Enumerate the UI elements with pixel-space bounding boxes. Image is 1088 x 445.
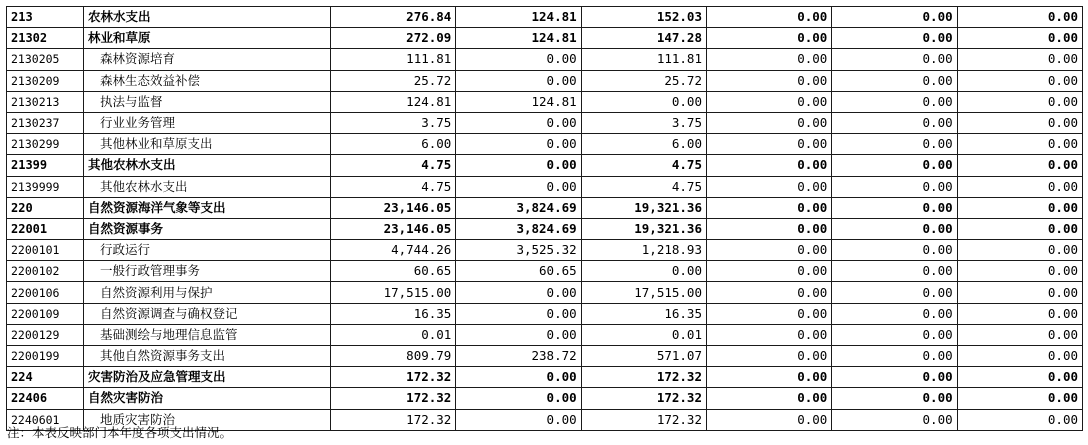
table-row xyxy=(7,70,1083,91)
amount-cell: 571.07 xyxy=(581,346,706,367)
amount-cell: 0.00 xyxy=(832,240,957,261)
subject-name-cell: 自然资源海洋气象等支出 xyxy=(84,197,331,218)
amount-cell: 0.00 xyxy=(706,218,831,239)
amount-cell: 3.75 xyxy=(331,112,456,133)
subject-name-cell: 地质灾害防治 xyxy=(84,409,331,430)
amount-cell: 17,515.00 xyxy=(331,282,456,303)
table-row xyxy=(7,91,1083,112)
subject-name-cell: 自然资源调查与确权登记 xyxy=(84,303,331,324)
amount-cell: 0.00 xyxy=(832,303,957,324)
amount-cell: 0.00 xyxy=(456,176,581,197)
amount-cell: 172.32 xyxy=(331,367,456,388)
amount-cell: 0.00 xyxy=(957,240,1082,261)
subject-name-cell: 基础测绘与地理信息监管 xyxy=(84,324,331,345)
amount-cell: 0.00 xyxy=(706,134,831,155)
subject-name-cell: 一般行政管理事务 xyxy=(84,261,331,282)
subject-code-cell: 22406 xyxy=(7,388,84,409)
amount-cell: 0.00 xyxy=(832,388,957,409)
amount-cell: 0.00 xyxy=(957,367,1082,388)
amount-cell: 0.00 xyxy=(832,112,957,133)
amount-cell: 0.00 xyxy=(832,91,957,112)
amount-cell: 0.00 xyxy=(456,388,581,409)
table-row xyxy=(7,261,1083,282)
table-body xyxy=(7,7,1083,431)
subject-name-cell: 自然灾害防治 xyxy=(84,388,331,409)
amount-cell: 0.00 xyxy=(832,134,957,155)
amount-cell: 0.00 xyxy=(706,367,831,388)
amount-cell: 0.00 xyxy=(706,324,831,345)
amount-cell: 0.00 xyxy=(832,409,957,430)
amount-cell: 0.00 xyxy=(957,388,1082,409)
table-row xyxy=(7,28,1083,49)
subject-code-cell: 2200102 xyxy=(7,261,84,282)
amount-cell: 0.00 xyxy=(832,346,957,367)
amount-cell: 16.35 xyxy=(581,303,706,324)
amount-cell: 238.72 xyxy=(456,346,581,367)
budget-table xyxy=(6,6,1083,431)
amount-cell: 0.00 xyxy=(957,7,1082,28)
amount-cell: 0.00 xyxy=(957,346,1082,367)
amount-cell: 0.00 xyxy=(957,261,1082,282)
amount-cell: 3,525.32 xyxy=(456,240,581,261)
subject-name-cell: 自然资源利用与保护 xyxy=(84,282,331,303)
amount-cell: 0.00 xyxy=(706,7,831,28)
table-row xyxy=(7,324,1083,345)
amount-cell: 0.00 xyxy=(456,49,581,70)
amount-cell: 0.00 xyxy=(957,91,1082,112)
amount-cell: 0.00 xyxy=(456,112,581,133)
subject-name-cell: 执法与监督 xyxy=(84,91,331,112)
amount-cell: 0.00 xyxy=(706,176,831,197)
subject-code-cell: 213 xyxy=(7,7,84,28)
amount-cell: 172.32 xyxy=(331,409,456,430)
amount-cell: 25.72 xyxy=(331,70,456,91)
subject-code-cell: 2130213 xyxy=(7,91,84,112)
amount-cell: 23,146.05 xyxy=(331,197,456,218)
amount-cell: 0.00 xyxy=(832,155,957,176)
amount-cell: 0.00 xyxy=(706,155,831,176)
amount-cell: 172.32 xyxy=(581,388,706,409)
amount-cell: 0.00 xyxy=(832,197,957,218)
amount-cell: 124.81 xyxy=(331,91,456,112)
subject-name-cell: 森林资源培育 xyxy=(84,49,331,70)
amount-cell: 4.75 xyxy=(331,176,456,197)
subject-code-cell: 2200129 xyxy=(7,324,84,345)
amount-cell: 0.00 xyxy=(706,261,831,282)
amount-cell: 0.00 xyxy=(832,367,957,388)
subject-name-cell: 行政运行 xyxy=(84,240,331,261)
subject-code-cell: 2200109 xyxy=(7,303,84,324)
subject-code-cell: 2130209 xyxy=(7,70,84,91)
subject-name-cell: 林业和草原 xyxy=(84,28,331,49)
amount-cell: 0.00 xyxy=(706,409,831,430)
table-row xyxy=(7,112,1083,133)
amount-cell: 6.00 xyxy=(331,134,456,155)
amount-cell: 0.00 xyxy=(832,261,957,282)
amount-cell: 4.75 xyxy=(331,155,456,176)
amount-cell: 0.00 xyxy=(456,324,581,345)
subject-code-cell: 2139999 xyxy=(7,176,84,197)
amount-cell: 0.00 xyxy=(581,261,706,282)
amount-cell: 0.00 xyxy=(456,367,581,388)
amount-cell: 147.28 xyxy=(581,28,706,49)
amount-cell: 0.00 xyxy=(456,409,581,430)
table-row xyxy=(7,367,1083,388)
amount-cell: 0.00 xyxy=(832,176,957,197)
amount-cell: 152.03 xyxy=(581,7,706,28)
amount-cell: 60.65 xyxy=(331,261,456,282)
amount-cell: 0.00 xyxy=(706,91,831,112)
amount-cell: 0.00 xyxy=(957,28,1082,49)
amount-cell: 0.00 xyxy=(832,324,957,345)
amount-cell: 0.00 xyxy=(706,28,831,49)
amount-cell: 19,321.36 xyxy=(581,218,706,239)
table-row xyxy=(7,218,1083,239)
subject-name-cell: 森林生态效益补偿 xyxy=(84,70,331,91)
amount-cell: 0.00 xyxy=(957,282,1082,303)
amount-cell: 0.00 xyxy=(957,49,1082,70)
subject-name-cell: 灾害防治及应急管理支出 xyxy=(84,367,331,388)
subject-code-cell: 2200106 xyxy=(7,282,84,303)
amount-cell: 0.00 xyxy=(957,324,1082,345)
amount-cell: 0.00 xyxy=(706,197,831,218)
amount-cell: 0.00 xyxy=(706,388,831,409)
amount-cell: 0.00 xyxy=(957,176,1082,197)
amount-cell: 0.00 xyxy=(957,303,1082,324)
amount-cell: 0.00 xyxy=(832,28,957,49)
table-row xyxy=(7,197,1083,218)
amount-cell: 19,321.36 xyxy=(581,197,706,218)
amount-cell: 0.01 xyxy=(581,324,706,345)
amount-cell: 0.00 xyxy=(957,155,1082,176)
amount-cell: 0.00 xyxy=(832,282,957,303)
amount-cell: 0.00 xyxy=(957,197,1082,218)
amount-cell: 0.00 xyxy=(706,240,831,261)
amount-cell: 124.81 xyxy=(456,7,581,28)
subject-code-cell: 224 xyxy=(7,367,84,388)
subject-code-cell: 21399 xyxy=(7,155,84,176)
amount-cell: 0.00 xyxy=(456,134,581,155)
amount-cell: 6.00 xyxy=(581,134,706,155)
amount-cell: 0.00 xyxy=(832,49,957,70)
amount-cell: 0.00 xyxy=(706,49,831,70)
amount-cell: 3,824.69 xyxy=(456,218,581,239)
amount-cell: 0.00 xyxy=(456,155,581,176)
amount-cell: 0.00 xyxy=(957,409,1082,430)
amount-cell: 60.65 xyxy=(456,261,581,282)
amount-cell: 1,218.93 xyxy=(581,240,706,261)
amount-cell: 4.75 xyxy=(581,155,706,176)
table-row xyxy=(7,176,1083,197)
amount-cell: 0.00 xyxy=(957,112,1082,133)
amount-cell: 172.32 xyxy=(581,367,706,388)
amount-cell: 0.00 xyxy=(957,134,1082,155)
table-row xyxy=(7,7,1083,28)
amount-cell: 0.00 xyxy=(957,218,1082,239)
subject-code-cell: 220 xyxy=(7,197,84,218)
subject-name-cell: 行业业务管理 xyxy=(84,112,331,133)
table-row xyxy=(7,49,1083,70)
amount-cell: 0.01 xyxy=(331,324,456,345)
amount-cell: 0.00 xyxy=(706,70,831,91)
amount-cell: 276.84 xyxy=(331,7,456,28)
table-row xyxy=(7,155,1083,176)
footnote: 注：本表反映部门本年度各项支出情况。 xyxy=(7,425,233,440)
amount-cell: 0.00 xyxy=(706,346,831,367)
amount-cell: 0.00 xyxy=(706,303,831,324)
amount-cell: 0.00 xyxy=(456,70,581,91)
table-row xyxy=(7,303,1083,324)
subject-code-cell: 2130205 xyxy=(7,49,84,70)
amount-cell: 0.00 xyxy=(706,282,831,303)
subject-code-cell: 2200199 xyxy=(7,346,84,367)
subject-code-cell: 22001 xyxy=(7,218,84,239)
amount-cell: 272.09 xyxy=(331,28,456,49)
table-row xyxy=(7,282,1083,303)
table-row xyxy=(7,240,1083,261)
amount-cell: 111.81 xyxy=(581,49,706,70)
amount-cell: 111.81 xyxy=(331,49,456,70)
amount-cell: 25.72 xyxy=(581,70,706,91)
subject-name-cell: 其他自然资源事务支出 xyxy=(84,346,331,367)
amount-cell: 0.00 xyxy=(957,70,1082,91)
subject-name-cell: 其他林业和草原支出 xyxy=(84,134,331,155)
subject-name-cell: 自然资源事务 xyxy=(84,218,331,239)
amount-cell: 3,824.69 xyxy=(456,197,581,218)
amount-cell: 23,146.05 xyxy=(331,218,456,239)
amount-cell: 0.00 xyxy=(832,218,957,239)
subject-name-cell: 其他农林水支出 xyxy=(84,176,331,197)
amount-cell: 0.00 xyxy=(456,282,581,303)
amount-cell: 809.79 xyxy=(331,346,456,367)
subject-code-cell: 2130299 xyxy=(7,134,84,155)
subject-code-cell: 2200101 xyxy=(7,240,84,261)
amount-cell: 0.00 xyxy=(832,7,957,28)
table-row xyxy=(7,134,1083,155)
amount-cell: 124.81 xyxy=(456,28,581,49)
subject-code-cell: 21302 xyxy=(7,28,84,49)
amount-cell: 172.32 xyxy=(331,388,456,409)
subject-code-cell: 2240601 xyxy=(7,409,84,430)
amount-cell: 0.00 xyxy=(581,91,706,112)
amount-cell: 17,515.00 xyxy=(581,282,706,303)
subject-name-cell: 其他农林水支出 xyxy=(84,155,331,176)
amount-cell: 4,744.26 xyxy=(331,240,456,261)
subject-name-cell: 农林水支出 xyxy=(84,7,331,28)
table-row xyxy=(7,388,1083,409)
subject-code-cell: 2130237 xyxy=(7,112,84,133)
table-row xyxy=(7,346,1083,367)
amount-cell: 3.75 xyxy=(581,112,706,133)
amount-cell: 0.00 xyxy=(456,303,581,324)
amount-cell: 0.00 xyxy=(706,112,831,133)
amount-cell: 16.35 xyxy=(331,303,456,324)
amount-cell: 0.00 xyxy=(832,70,957,91)
amount-cell: 124.81 xyxy=(456,91,581,112)
amount-cell: 172.32 xyxy=(581,409,706,430)
amount-cell: 4.75 xyxy=(581,176,706,197)
